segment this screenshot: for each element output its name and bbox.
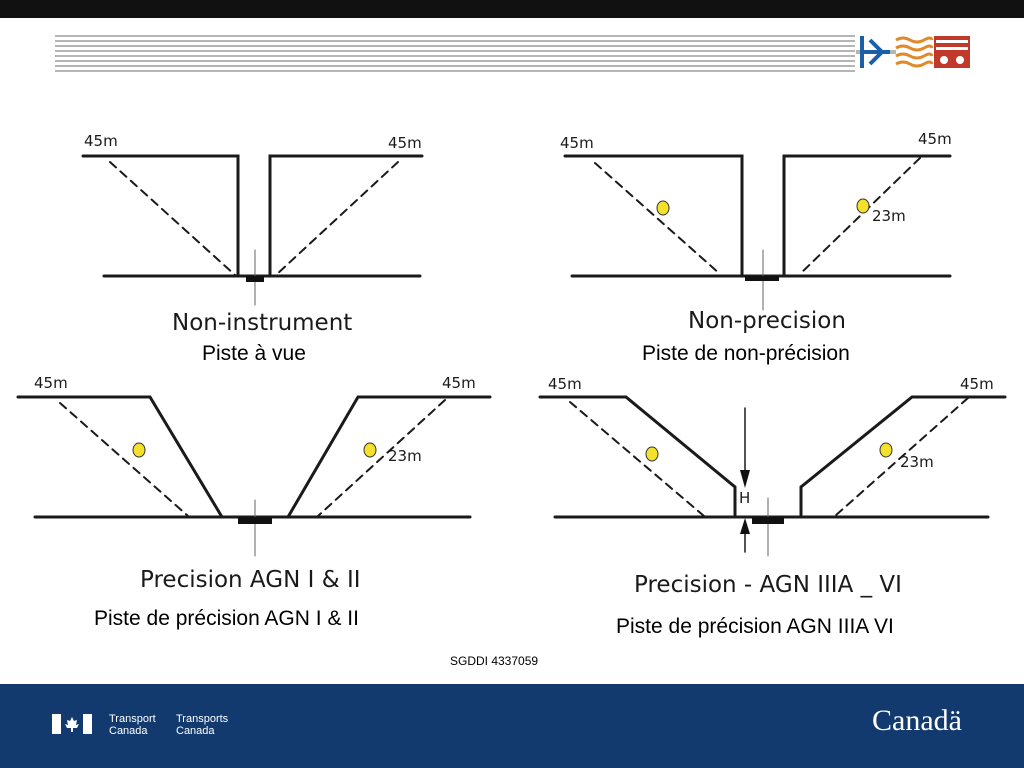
header-stripes [55, 34, 855, 72]
document-reference: SGDDI 4337059 [450, 654, 539, 668]
dept-en-line2: Canada [109, 725, 148, 737]
panel-precision-agn-3a-6 [540, 397, 1005, 556]
panel-non-instrument [83, 156, 422, 305]
caption-precision-agn-1-2: Piste de précision AGN I & II [94, 607, 359, 630]
dept-fr-line2: Canada [176, 725, 215, 737]
panel-1-label-left: 45m [84, 132, 118, 150]
footer [0, 684, 1024, 768]
panel-4-label-right: 45m [960, 375, 994, 393]
panel-1-label-right: 45m [388, 134, 422, 152]
panel-3-label-mid: 23m [388, 447, 422, 465]
panel-3-title: Precision AGN I & II [140, 567, 361, 593]
panel-4-label-left: 45m [548, 375, 582, 393]
transport-modes-icon [856, 32, 972, 72]
canada-wordmark: Canadä [872, 704, 962, 737]
top-bar [0, 0, 1024, 18]
panel-2-label-right: 45m [918, 130, 952, 148]
caption-non-precision: Piste de non-précision [642, 342, 850, 365]
panel-precision-agn-1-2 [18, 397, 490, 556]
runway-diagrams [0, 80, 1024, 600]
panel-non-precision [565, 156, 950, 310]
panel-4-label-mid: 23m [900, 453, 934, 471]
panel-2-label-left: 45m [560, 134, 594, 152]
department-name-en [109, 713, 156, 737]
dept-en-line1: Transport [109, 713, 156, 725]
caption-piste-a-vue: Piste à vue [202, 342, 306, 365]
panel-4-label-h: H [739, 489, 751, 507]
panel-4-title: Precision - AGN IIIA _ VI [634, 572, 902, 598]
caption-precision-agn-3a-6: Piste de précision AGN IIIA VI [616, 615, 894, 638]
panel-2-label-mid: 23m [872, 207, 906, 225]
department-name-fr [176, 713, 228, 737]
panel-3-label-right: 45m [442, 374, 476, 392]
panel-2-title: Non-precision [688, 308, 846, 334]
dept-fr-line1: Transports [176, 713, 229, 725]
panel-1-title: Non-instrument [172, 310, 353, 336]
canada-flag-icon [52, 714, 92, 734]
panel-3-label-left: 45m [34, 374, 68, 392]
